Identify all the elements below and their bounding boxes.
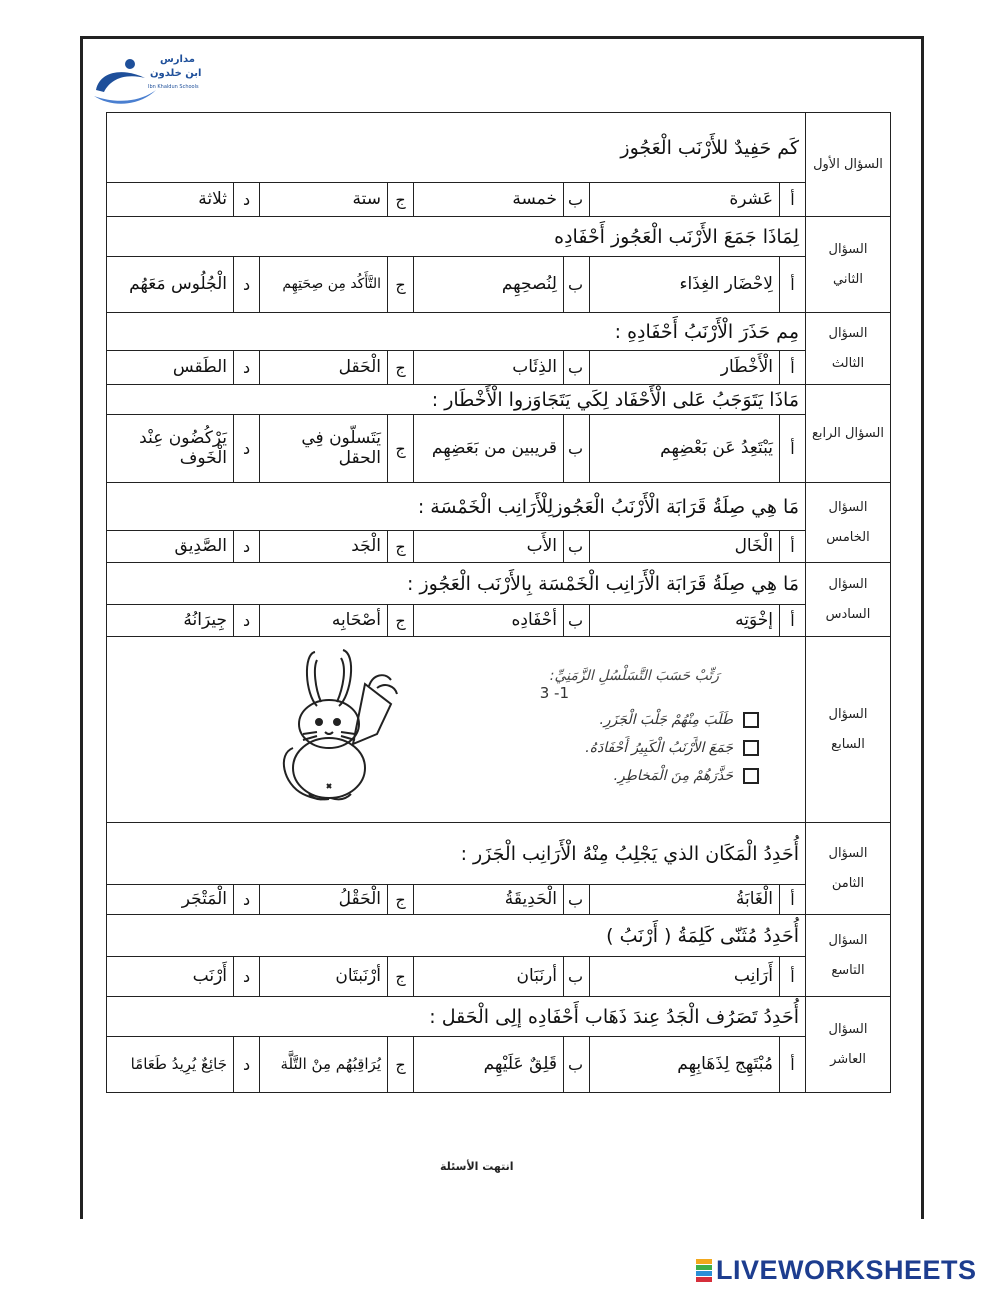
option-letter: ج — [388, 351, 414, 385]
ordering-item[interactable]: جَمَعَ الأَرْنَبُ الْكَبِيرُ أَحْفَادَهُ. — [585, 734, 759, 762]
option-letter: ب — [564, 1037, 590, 1093]
option-b[interactable]: الْحَدِيقَةُ — [414, 885, 564, 915]
option-letter: د — [234, 531, 260, 563]
option-letter: أ — [780, 885, 806, 915]
option-letter: ج — [388, 885, 414, 915]
option-c[interactable]: يَتَسلّون فِي الحقل — [260, 415, 388, 483]
option-letter: ب — [564, 415, 590, 483]
option-c[interactable]: أصْحَابِه — [260, 605, 388, 637]
option-b[interactable]: خمسة — [414, 183, 564, 217]
question-label: السؤال السادس — [806, 563, 891, 637]
option-letter: ب — [564, 885, 590, 915]
option-d[interactable]: الطَقس — [107, 351, 234, 385]
question-text: مَاذَا يَتَوَجَبُ عَلى الْأَحْفَاد لِكَي يَتَجَاوَزوا الْأَخْطَار : — [107, 385, 806, 415]
option-letter: ج — [388, 605, 414, 637]
option-b[interactable]: قريبين من بَعَضِهِم — [414, 415, 564, 483]
school-logo — [90, 50, 220, 110]
option-d[interactable]: الْجُلُوس مَعَهُم — [107, 257, 234, 313]
ordering-answer[interactable]: 1- 3 — [539, 683, 569, 702]
brand-wordmark: LIVEWORKSHEETS — [716, 1254, 977, 1285]
option-b[interactable]: أرنَبَان — [414, 957, 564, 997]
option-letter: د — [234, 605, 260, 637]
option-a[interactable]: الْخَال — [590, 531, 780, 563]
option-a[interactable]: مُبْتَهِج لِذَهَابِهِم — [590, 1037, 780, 1093]
option-letter: ج — [388, 415, 414, 483]
question-text: مِم حَذَرَ الْأَرْنَبُ أَحْفَادِهِ : — [107, 313, 806, 351]
option-c[interactable]: الْحَقْلُ — [260, 885, 388, 915]
option-d[interactable]: جِيرَانُهُ — [107, 605, 234, 637]
question-text: مَا هِي صِلَةُ قَرَابَة الْأَرْنَبُ الْعَجُوزلِلْأَرَانِب الْخَمْسَة : — [107, 483, 806, 531]
option-b[interactable]: أحْفَادِه — [414, 605, 564, 637]
logo-line-3: Ibn Khaldun Schools — [148, 84, 199, 90]
option-d[interactable]: الْمَتْجَر — [107, 885, 234, 915]
option-letter: د — [234, 257, 260, 313]
question-text: أُحَدِدُ مُثَنّى كَلِمَةُ ( أَرْنَبُ ) — [107, 915, 806, 957]
option-a[interactable]: يَبْتَعِدُ عَن بَعْضِهِم — [590, 415, 780, 483]
option-letter: ب — [564, 605, 590, 637]
option-d[interactable]: ثلاثة — [107, 183, 234, 217]
brand-logo-icon — [696, 1259, 712, 1282]
option-b[interactable]: الأَب — [414, 531, 564, 563]
question-label: السؤال السابع — [806, 637, 891, 823]
option-d[interactable]: الصَّدِيق — [107, 531, 234, 563]
option-letter: ج — [388, 957, 414, 997]
option-letter: ب — [564, 183, 590, 217]
option-d[interactable]: أَرْنَب — [107, 957, 234, 997]
option-letter: ج — [388, 1037, 414, 1093]
option-letter: ب — [564, 257, 590, 313]
question-label: السؤال الأول — [806, 113, 891, 217]
option-b[interactable]: قَلِقٌ عَلَيْهِم — [414, 1037, 564, 1093]
option-a[interactable]: إخْوَتِه — [590, 605, 780, 637]
question-text: أُحَدِدُ تَصَرُف الْجَدُ عِندَ ذَهَاب أَحْفَادِه إلِى الْحَقل : — [107, 997, 806, 1037]
option-letter: د — [234, 885, 260, 915]
option-d[interactable]: يَرْكُضُون عِنْد الْخَوف — [107, 415, 234, 483]
option-letter: ج — [388, 257, 414, 313]
option-a[interactable]: لِاحْضَار الغِذَاء — [590, 257, 780, 313]
option-b[interactable]: لِنُصحِهِم — [414, 257, 564, 313]
option-letter: أ — [780, 351, 806, 385]
option-letter: ج — [388, 183, 414, 217]
option-letter: ب — [564, 531, 590, 563]
option-c[interactable]: يُرَاقِبُهُم مِنْ التَّلَّة — [260, 1037, 388, 1093]
option-letter: أ — [780, 415, 806, 483]
option-a[interactable]: الْأَخْطَار — [590, 351, 780, 385]
question-text: لِمَاذَا جَمَعَ الأَرْنَب الْعَجُوز أَحْفَادِه — [107, 217, 806, 257]
question-label: السؤال العاشر — [806, 997, 891, 1093]
rabbit-with-carrot-icon — [273, 644, 403, 804]
option-letter: ب — [564, 351, 590, 385]
option-c[interactable]: الْحَقل — [260, 351, 388, 385]
option-letter: أ — [780, 257, 806, 313]
question-text: أُحَدِدُ الْمَكَان الذي يَجْلِبُ مِنْهُ الْأَرَانِب الْجَزَر : — [107, 823, 806, 885]
option-c[interactable]: الْجَد — [260, 531, 388, 563]
ordering-item[interactable]: طَلَبَ مِنْهُمْ جَلْبَ الْجَزَرِ. — [585, 706, 759, 734]
ordering-question — [107, 637, 806, 823]
option-letter: أ — [780, 1037, 806, 1093]
question-label: السؤال الثالث — [806, 313, 891, 385]
logo-swoosh-icon — [90, 50, 160, 110]
option-a[interactable]: عَشرة — [590, 183, 780, 217]
option-letter: أ — [780, 531, 806, 563]
option-letter: د — [234, 957, 260, 997]
question-label: السؤال الرابع — [806, 385, 891, 483]
option-letter: د — [234, 1037, 260, 1093]
option-letter: د — [234, 415, 260, 483]
option-a[interactable]: الْغَابَةُ — [590, 885, 780, 915]
option-letter: ب — [564, 957, 590, 997]
question-label: السؤال الخامس — [806, 483, 891, 563]
end-of-questions-text: انتهت الأسئلة — [440, 1160, 514, 1173]
option-letter: أ — [780, 957, 806, 997]
logo-line-2: ابن خلدون — [150, 68, 202, 79]
option-letter: ج — [388, 531, 414, 563]
option-c[interactable]: ستة — [260, 183, 388, 217]
option-letter: أ — [780, 605, 806, 637]
option-a[interactable]: أَرَانِب — [590, 957, 780, 997]
ordering-item[interactable]: حَذَّرَهُمْ مِنَ الْمَخاطِرِ. — [585, 762, 759, 790]
option-d[interactable]: جَائِعٌ يُرِيدُ طَعَامًا — [107, 1037, 234, 1093]
question-label: السؤال التاسع — [806, 915, 891, 997]
liveworksheets-brand — [696, 1255, 977, 1285]
checkbox-icon[interactable] — [743, 712, 759, 728]
option-letter: د — [234, 183, 260, 217]
question-text: مَا هِي صِلَةُ قَرَابَة الْأَرَانِب الْخَمْسَة بِالأَرْنَب الْعَجُوز : — [107, 563, 806, 605]
checkbox-icon[interactable] — [743, 740, 759, 756]
questions-table — [106, 112, 891, 1093]
logo-line-1: مدارس — [160, 54, 195, 65]
question-text: كَم حَفِيدٌ للأَرْنَب الْعَجُوز — [107, 113, 806, 183]
option-c[interactable]: أرْنَبتَان — [260, 957, 388, 997]
ordering-title: رَتِّبْ حَسَبَ التَّسَلْسُلِ الزَّمَنِيِّ: — [549, 667, 719, 684]
question-label: السؤال الثامن — [806, 823, 891, 915]
checkbox-icon[interactable] — [743, 768, 759, 784]
option-letter: د — [234, 351, 260, 385]
option-c[interactable]: التَّأَكُد مِن صِحَتِهِم — [260, 257, 388, 313]
question-label: السؤال الثاني — [806, 217, 891, 313]
option-letter: أ — [780, 183, 806, 217]
option-b[interactable]: الذِئَاب — [414, 351, 564, 385]
